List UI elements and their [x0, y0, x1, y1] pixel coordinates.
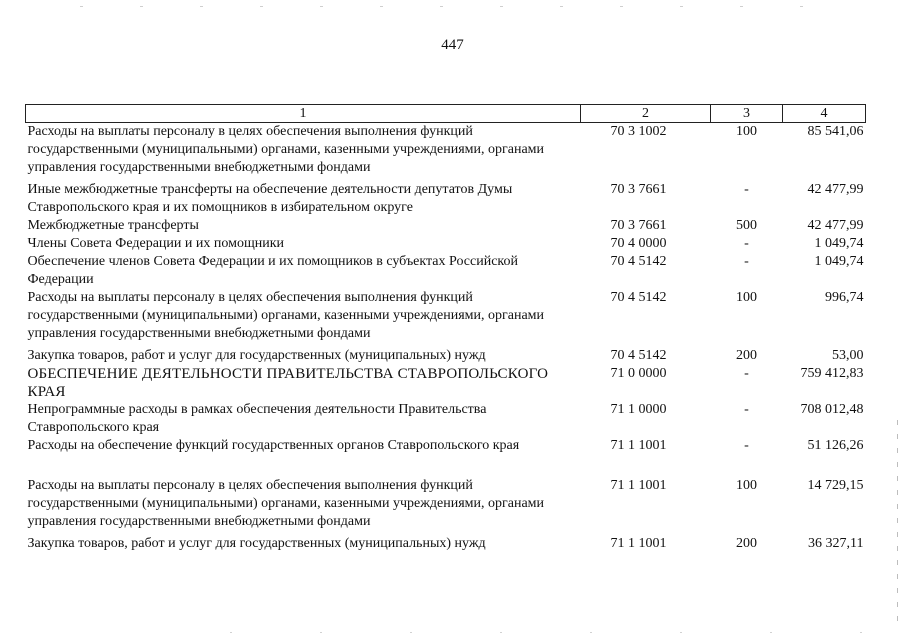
- row-description: Расходы на обеспечение функций государственных органов Ставропольского края: [27, 438, 520, 453]
- table-row: [26, 347, 866, 365]
- header-col-2: 2: [581, 105, 711, 123]
- table-row: [26, 477, 866, 535]
- row-code: 70 4 5142: [610, 290, 667, 305]
- row-description: Расходы на выплаты персоналу в целях обеспечения выполнения функций государственными (муниципальными) органами, казенными учреждениями, органами управления государственными внебюджетными фондами: [27, 124, 545, 175]
- row-amount: 14 729,15: [807, 478, 864, 493]
- row-description: Иные межбюджетные трансферты на обеспечение деятельности депутатов Думы Ставропольского края и их помощников в избирательном округе: [27, 182, 513, 215]
- table-body: [26, 123, 866, 554]
- row-expense-type: 100: [736, 290, 757, 305]
- row-expense-type: 500: [736, 218, 757, 233]
- row-amount: 996,74: [825, 290, 864, 305]
- header-col-3: 3: [711, 105, 783, 123]
- scan-artifact-bottom: [230, 632, 870, 633]
- row-code: 71 0 0000: [610, 366, 667, 381]
- row-expense-type: 100: [736, 124, 757, 139]
- table-row: [26, 181, 866, 217]
- row-amount: 51 126,26: [807, 438, 864, 453]
- table-row: [26, 289, 866, 347]
- scan-artifact-top: [80, 6, 860, 7]
- row-amount: 1 049,74: [814, 236, 864, 251]
- row-description: Расходы на выплаты персоналу в целях обеспечения выполнения функций государственными (муниципальными) органами, казенными учреждениями, органами управления государственными внебюджетными фондами: [27, 478, 545, 529]
- row-amount: 759 412,83: [800, 366, 864, 381]
- row-code: 71 1 0000: [610, 402, 667, 417]
- row-code: 71 1 1001: [610, 536, 667, 551]
- table-row: [26, 253, 866, 289]
- row-expense-type: 100: [736, 478, 757, 493]
- row-amount: 1 049,74: [814, 254, 864, 269]
- header-col-4: 4: [783, 105, 866, 123]
- table-row: [26, 535, 866, 553]
- table-row: [26, 217, 866, 235]
- row-expense-type: -: [744, 366, 749, 381]
- row-expense-type: -: [744, 254, 749, 269]
- table-row: [26, 235, 866, 253]
- header-row: [26, 105, 866, 123]
- row-expense-type: -: [744, 438, 749, 453]
- page-number: 447: [441, 37, 464, 53]
- header-col-1: 1: [26, 105, 581, 123]
- row-expense-type: 200: [736, 536, 757, 551]
- row-description: Расходы на выплаты персоналу в целях обеспечения выполнения функций государственными (муниципальными) органами, казенными учреждениями, органами управления государственными внебюджетными фондами: [27, 290, 545, 341]
- row-code: 70 4 0000: [610, 236, 667, 251]
- row-code: 71 1 1001: [610, 438, 667, 453]
- row-description: Закупка товаров, работ и услуг для государственных (муниципальных) нужд: [27, 536, 486, 551]
- row-description: Члены Совета Федерации и их помощники: [27, 236, 285, 251]
- row-expense-type: -: [744, 402, 749, 417]
- row-description: Закупка товаров, работ и услуг для государственных (муниципальных) нужд: [27, 348, 486, 363]
- row-code: 70 4 5142: [610, 254, 667, 269]
- table-row: [26, 123, 866, 182]
- table-row-section-heading: [26, 365, 866, 401]
- row-description: Непрограммные расходы в рамках обеспечения деятельности Правительства Ставропольского края: [27, 402, 487, 435]
- row-amount: 85 541,06: [807, 124, 864, 139]
- row-expense-type: -: [744, 182, 749, 197]
- row-expense-type: 200: [736, 348, 757, 363]
- table-row: [26, 437, 866, 477]
- table-row: [26, 401, 866, 437]
- row-code: 71 1 1001: [610, 478, 667, 493]
- row-amount: 53,00: [832, 348, 864, 363]
- table-header: [26, 105, 866, 123]
- budget-table: [25, 104, 866, 553]
- row-description: Межбюджетные трансферты: [27, 218, 199, 233]
- row-description: ОБЕСПЕЧЕНИЕ ДЕЯТЕЛЬНОСТИ ПРАВИТЕЛЬСТВА СТАВРОПОЛЬСКОГО КРАЯ: [27, 366, 549, 400]
- row-amount: 42 477,99: [807, 182, 864, 197]
- row-amount: 36 327,11: [808, 536, 864, 551]
- row-amount: 42 477,99: [807, 218, 864, 233]
- scan-artifact-right: [897, 420, 898, 630]
- row-code: 70 4 5142: [610, 348, 667, 363]
- row-expense-type: -: [744, 236, 749, 251]
- row-code: 70 3 7661: [610, 218, 667, 233]
- row-amount: 708 012,48: [800, 402, 864, 417]
- row-description: Обеспечение членов Совета Федерации и их помощников в субъектах Российской Федерации: [27, 254, 519, 287]
- row-code: 70 3 7661: [610, 182, 667, 197]
- row-code: 70 3 1002: [610, 124, 667, 139]
